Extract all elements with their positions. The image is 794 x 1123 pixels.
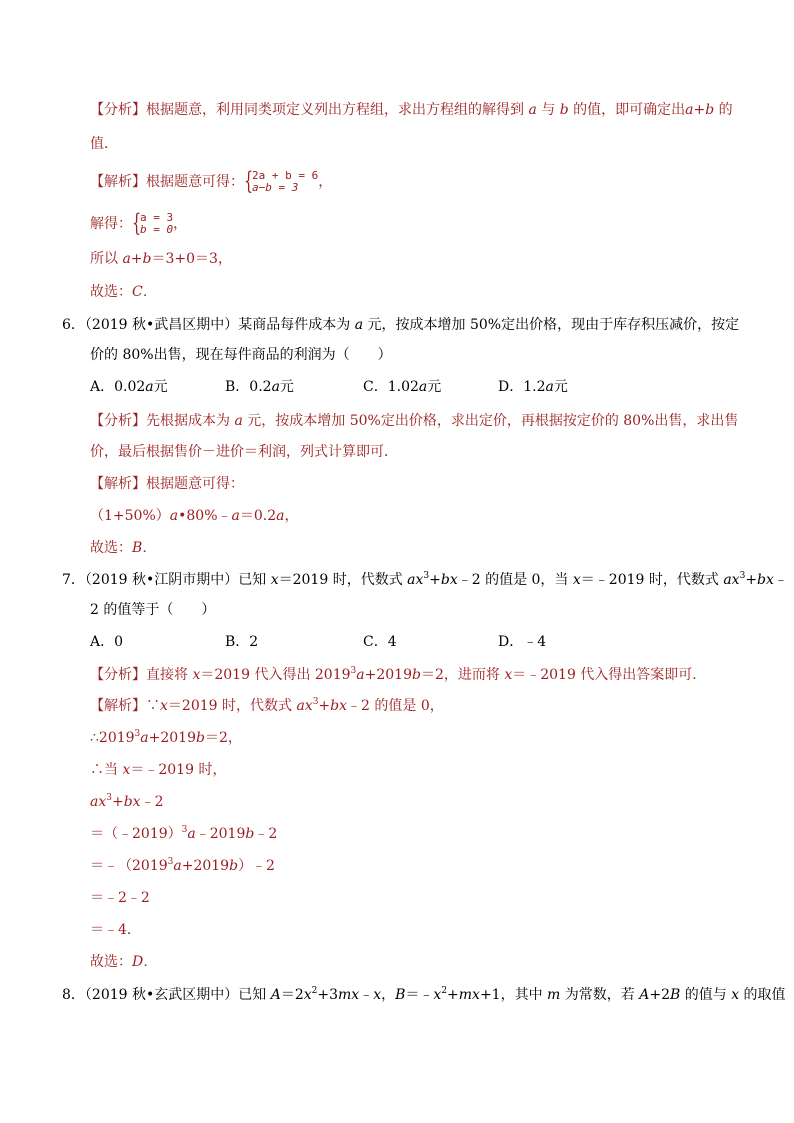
q7-solution-line8: ＝﹣4．: [90, 922, 141, 938]
p5-analysis-line2: 值．: [90, 136, 118, 152]
q6-option-a: A．0.02a元: [90, 379, 168, 395]
equation-system-1: { 2a + b = 6 a−b = 3: [244, 167, 319, 195]
q7-stem-line1: 7．（2019 秋•江阴市期中）已知 x＝2019 时，代数式 $ax^3+bx﹣2$ 的值是 0，当 x＝﹣2019 时，代数式 $ax^3+bx﹣$: [62, 571, 788, 588]
q7-answer: 故选：D．: [90, 954, 158, 970]
q7-solution-line1: 【解析】∵x＝2019 时，代数式 $ax^3+bx﹣2$ 的值是 0，: [90, 697, 444, 714]
q7-solution-line5: ＝（﹣2019）$^3$a﹣2019b﹣2: [90, 825, 278, 842]
p5-so-line: 所以 a+b＝3+0＝3，: [90, 251, 232, 267]
q6-option-c: C．1.02a元: [363, 379, 442, 395]
p5-solve-line: 解得： { a = 3 b = 0 ，: [90, 209, 188, 237]
q8-stem-line1: 8．（2019 秋•玄武区期中）已知 $A=2x^2+3mx﹣x$，$B=﹣x^2+mx+1$，其中 m 为常数，若 A+2B 的值与 x 的取值: [62, 986, 786, 1003]
q6-option-d: D．1.2a元: [498, 379, 568, 395]
q6-option-b: B．0.2a元: [225, 379, 294, 395]
q7-solution-line6: $=﹣(2019^3a+2019b)﹣2$: [90, 857, 275, 874]
q7-option-d: D．﹣4: [498, 634, 547, 650]
p5-analysis-line1: 【分析】根据题意，利用同类项定义列出方程组，求出方程组的解得到 a 与 b 的值，即可确定出a+b 的: [90, 102, 733, 118]
q7-option-a: A．0: [90, 634, 124, 650]
q7-option-b: B．2: [225, 634, 259, 650]
q6-solution-line1: 【解析】根据题意可得：: [90, 476, 244, 492]
q7-stem-line2: 2 的值等于（ ）: [90, 602, 216, 618]
q7-solution-line3: ∴当 x＝﹣2019 时，: [90, 762, 227, 778]
p5-answer: 故选：C．: [90, 284, 157, 300]
q7-solution-line7: ＝﹣2﹣2: [90, 890, 150, 906]
q6-answer: 故选：B．: [90, 540, 157, 556]
p5-solution-line1: 【解析】根据题意可得： { 2a + b = 6 a−b = 3 ，: [90, 167, 333, 195]
q7-option-c: C．4: [363, 634, 397, 650]
q7-solution-line4: $ax^3+bx﹣2$: [90, 793, 164, 810]
q6-analysis-line2: 价，最后根据售价－进价＝利润，列式计算即可．: [90, 444, 398, 460]
q6-stem-line2: 价的 80%出售，现在每件商品的利润为（ ）: [90, 347, 392, 363]
q6-analysis-line1: 【分析】先根据成本为 a 元，按成本增加 50%定出价格，求出定价，再根据按定价的 80%出售，求出售: [90, 413, 739, 429]
q7-solution-line2: $\therefore 2019^3a+2019b=2$，: [90, 729, 242, 746]
q7-analysis-line: 【分析】直接将 x＝2019 代入得出 $2019^3a+2019b=2$，进而将 x＝﹣2019 代入得出答案即可．: [90, 666, 707, 683]
q6-calc-line: （1+50%）a•80%﹣a＝0.2a，: [90, 508, 299, 524]
equation-system-2: { a = 3 b = 0: [132, 209, 174, 237]
q6-stem-line1: 6．（2019 秋•武昌区期中）某商品每件成本为 a 元，按成本增加 50%定出价格，现由于库存积压减价，按定: [62, 317, 740, 333]
